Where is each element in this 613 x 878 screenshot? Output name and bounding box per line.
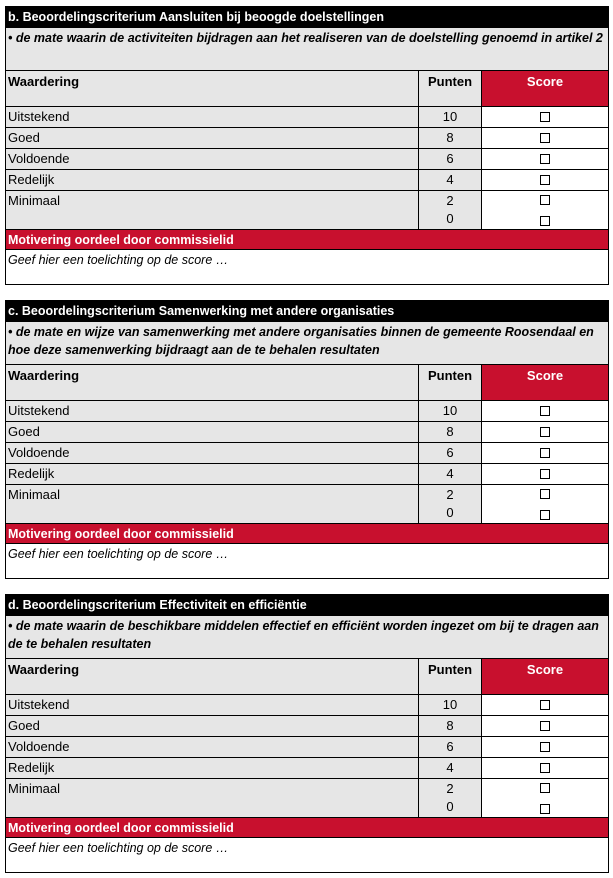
explanation-field[interactable]: Geef hier een toelichting op de score … [8,841,229,855]
rating-points [419,758,482,778]
points-value: 6 [446,739,454,754]
score-checkbox[interactable] [540,216,550,226]
rating-label: Uitstekend [6,401,419,421]
score-checkbox[interactable] [540,195,550,205]
rating-label: Uitstekend [6,107,419,127]
score-cell [482,716,608,736]
section-title: d. Beoordelingscriterium Effectiviteit en efficiëntie [6,595,608,616]
rating-row-goed [6,128,608,149]
score-checkbox[interactable] [540,175,550,185]
points-value: 8 [446,130,454,145]
rating-points [419,128,482,148]
points-value: 4 [446,172,454,187]
rating-row-minimaal [6,485,608,524]
points-value: 8 [446,718,454,733]
rating-row-redelijk [6,464,608,485]
points-value: 4 [446,760,454,775]
rating-points [419,737,482,757]
rating-row-goed [6,716,608,737]
points-value: 2 [446,781,454,796]
header-punten: Punten [419,659,482,694]
criterion-section-c [5,300,609,579]
score-checkbox[interactable] [540,763,550,773]
criterion-section-d [5,594,609,873]
table-header-row [6,365,608,401]
header-waardering: Waardering [6,71,419,106]
rating-points [419,170,482,190]
explanation-field[interactable]: Geef hier een toelichting op de score … [8,547,229,561]
section-description: • de mate waarin de beschikbare middelen effectief en efficiënt worden ingezet om bij te dragen aan de te behalen resultaten [6,616,608,659]
rating-points [419,716,482,736]
score-checkbox[interactable] [540,112,550,122]
score-checkbox[interactable] [540,133,550,143]
rating-label: Goed [6,716,419,736]
score-checkbox[interactable] [540,721,550,731]
score-checkbox[interactable] [540,427,550,437]
score-cell [482,737,608,757]
score-cell [482,191,608,229]
rating-label: Redelijk [6,758,419,778]
header-punten: Punten [419,365,482,400]
score-checkbox[interactable] [540,406,550,416]
section-description: • de mate waarin de activiteiten bijdragen aan het realiseren van de doelstelling genoemd in artikel 2 [6,28,608,71]
header-score: Score [482,659,608,694]
score-checkbox[interactable] [540,510,550,520]
section-title: c. Beoordelingscriterium Samenwerking met andere organisaties [6,301,608,322]
points-value: 4 [446,466,454,481]
score-cell [482,401,608,421]
points-value: 6 [446,151,454,166]
rating-row-redelijk [6,170,608,191]
rating-points [419,191,482,229]
points-value: 10 [442,403,458,418]
header-score: Score [482,71,608,106]
rating-row-uitstekend [6,107,608,128]
rating-label: Minimaal [6,191,419,229]
rating-points [419,485,482,523]
rating-label: Uitstekend [6,695,419,715]
score-cell [482,149,608,169]
points-value: 10 [442,697,458,712]
rating-row-redelijk [6,758,608,779]
rating-points [419,695,482,715]
motivation-label: Motivering oordeel door commissielid [6,818,608,838]
score-checkbox[interactable] [540,448,550,458]
score-checkbox[interactable] [540,700,550,710]
header-score: Score [482,365,608,400]
rating-row-minimaal [6,191,608,230]
rating-points [419,149,482,169]
score-cell [482,422,608,442]
points-value: 8 [446,424,454,439]
rating-points [419,779,482,817]
table-header-row [6,71,608,107]
rating-points [419,401,482,421]
rating-label: Voldoende [6,443,419,463]
rating-label: Voldoende [6,737,419,757]
rating-row-voldoende [6,737,608,758]
score-cell [482,170,608,190]
rating-label: Minimaal [6,779,419,817]
score-checkbox[interactable] [540,783,550,793]
points-value: 0 [446,211,454,226]
points-value: 10 [442,109,458,124]
score-checkbox[interactable] [540,489,550,499]
explanation-field[interactable]: Geef hier een toelichting op de score … [8,253,229,267]
score-checkbox[interactable] [540,804,550,814]
motivation-label: Motivering oordeel door commissielid [6,524,608,544]
header-waardering: Waardering [6,659,419,694]
rating-label: Minimaal [6,485,419,523]
header-punten: Punten [419,71,482,106]
score-cell [482,443,608,463]
rating-points [419,443,482,463]
rating-label: Voldoende [6,149,419,169]
motivation-label: Motivering oordeel door commissielid [6,230,608,250]
section-title: b. Beoordelingscriterium Aansluiten bij beoogde doelstellingen [6,7,608,28]
rating-row-voldoende [6,443,608,464]
rating-points [419,464,482,484]
points-value: 6 [446,445,454,460]
header-waardering: Waardering [6,365,419,400]
rating-row-voldoende [6,149,608,170]
score-cell [482,128,608,148]
rating-label: Goed [6,128,419,148]
points-value: 2 [446,193,454,208]
rating-row-uitstekend [6,401,608,422]
rating-points [419,107,482,127]
score-cell [482,107,608,127]
score-cell [482,695,608,715]
score-cell [482,464,608,484]
rating-label: Redelijk [6,464,419,484]
score-checkbox[interactable] [540,469,550,479]
rating-row-goed [6,422,608,443]
score-checkbox[interactable] [540,742,550,752]
rating-label: Redelijk [6,170,419,190]
score-cell [482,485,608,523]
score-cell [482,758,608,778]
points-value: 2 [446,487,454,502]
criterion-section-b [5,6,609,285]
section-description: • de mate en wijze van samenwerking met andere organisaties binnen de gemeente Roosendaal en hoe deze samenwerking bijdraagt aan de te behalen resultaten [6,322,608,365]
rating-label: Goed [6,422,419,442]
score-cell [482,779,608,817]
score-checkbox[interactable] [540,154,550,164]
rating-points [419,422,482,442]
table-header-row [6,659,608,695]
points-value: 0 [446,505,454,520]
rating-row-minimaal [6,779,608,818]
points-value: 0 [446,799,454,814]
rating-row-uitstekend [6,695,608,716]
